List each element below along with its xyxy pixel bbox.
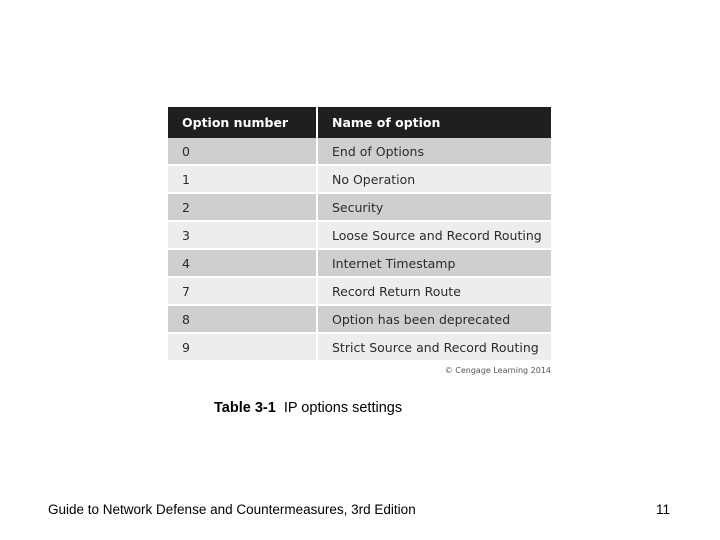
page-number: 11 xyxy=(655,502,670,517)
option-name-cell: End of Options xyxy=(318,138,551,166)
option-name-cell: Record Return Route xyxy=(318,278,551,306)
table-row xyxy=(168,334,551,362)
table-header-row xyxy=(168,107,551,138)
option-number-cell: 9 xyxy=(168,334,318,362)
option-name-cell: No Operation xyxy=(318,166,551,194)
table-row xyxy=(168,306,551,334)
footer-book-title: Guide to Network Defense and Countermeasures, 3rd Edition xyxy=(48,502,416,517)
ip-options-table-container xyxy=(168,107,551,362)
table-caption xyxy=(214,400,402,416)
option-name-cell: Internet Timestamp xyxy=(318,250,551,278)
table-row xyxy=(168,138,551,166)
option-number-cell: 0 xyxy=(168,138,318,166)
option-number-cell: 2 xyxy=(168,194,318,222)
option-number-cell: 3 xyxy=(168,222,318,250)
table-row xyxy=(168,222,551,250)
option-number-cell: 1 xyxy=(168,166,318,194)
ip-options-table xyxy=(168,107,551,362)
table-row xyxy=(168,194,551,222)
option-number-cell: 4 xyxy=(168,250,318,278)
header-option-number: Option number xyxy=(168,107,318,138)
option-name-cell: Strict Source and Record Routing xyxy=(318,334,551,362)
option-name-cell: Option has been deprecated xyxy=(318,306,551,334)
table-caption-text: IP options settings xyxy=(283,400,403,416)
option-number-cell: 8 xyxy=(168,306,318,334)
table-row xyxy=(168,278,551,306)
option-name-cell: Security xyxy=(318,194,551,222)
table-row xyxy=(168,166,551,194)
table-caption-label: Table 3-1 xyxy=(214,400,276,416)
table-row xyxy=(168,250,551,278)
option-number-cell: 7 xyxy=(168,278,318,306)
option-name-cell: Loose Source and Record Routing xyxy=(318,222,551,250)
header-name-of-option: Name of option xyxy=(318,107,551,138)
copyright-notice: © Cengage Learning 2014 xyxy=(444,366,551,375)
